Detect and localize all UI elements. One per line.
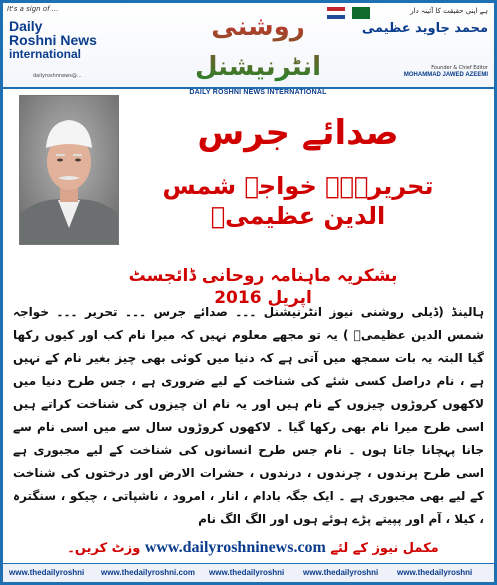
article-author-line: تحریر۔۔۔ خواجہ شمس الدین عظیمیؒ [162,172,434,230]
visit-website-cta [43,539,463,557]
logo-line-1: Daily [9,18,43,34]
footer-link[interactable]: www.thedailyroshni [209,568,285,577]
header-logo-text [9,19,97,61]
cta-prefix: مکمل نیوز کے لئے [330,541,439,556]
author-portrait-image [20,96,118,244]
footer-link[interactable]: www.thedailyroshni [303,568,379,577]
footer-link[interactable]: www.thedailyroshni [9,568,85,577]
masthead [153,7,363,96]
website-link[interactable]: www.dailyroshninews.com [144,539,326,556]
masthead-english-subtitle: DAILY ROSHNI NEWS INTERNATIONAL [189,89,327,96]
logo-line-3: international [9,47,82,61]
editor-role: Founder & Chief Editor [431,65,488,71]
courtesy-line: بشکریہ ماہنامہ روحانی ڈائجسٹ اپریل 2016 [128,266,398,308]
editor-urdu-name: محمد جاوید عظیمی [361,21,488,36]
masthead-urdu-title: روشنی انٹرنیشنل [153,7,363,87]
footer-link[interactable]: www.thedailyroshni.com [101,568,195,577]
header-email: dailyroshnnews@... [33,73,82,79]
article-title: صدائے جرس [197,113,399,153]
editor-english-name: MOHAMMAD JAWED AZEEMI [403,72,488,78]
footer-bar [3,563,494,582]
author-photo [19,95,119,245]
header-right-tagline: ہے اپنی حقیقت کا آئینہ دار [410,7,488,15]
article-body: ہالینڈ (ڈیلی روشنی نیوز انٹرنیشنل ۔۔۔ صدائے جرس ۔۔۔ تحریر ۔۔۔ خواجہ شمس الدین عظیمیؒ ) یہ تو مجھے معلوم نہیں کہ میرا نام کب اور کیوں رکھا گیا البتہ یہ بات سمجھ میں آتی ہے کہ دنیا میں کوئی بھی چیز بغیر نام کے نہیں ہے ، نام دراصل کسی شئے کی شناخت کے لیے ضروری ہے ، جس طرح دنیا میں لاکھوں کروڑوں چیزوں کے نام ہیں اور یہ نام ان چیزوں کی شناخت کراتے ہیں اسی طرح میرا نام بھی رکھا گیا ۔ لاکھوں کروڑوں سال سے میں اسی نام سے جانا پہچانا جاتا ہوں ۔ نام جس طرح انسانوں کی شناخت کے لیے مجبوری ہے اسی طرح پرندوں ، چرندوں ، درندوں ، حشرات الارض اور درختوں کی شناخت کے لیے بھی مجبوری ہے ۔ ایک جگہ بادام ، انار ، امرود ، ناشپاتی ، چیکو ، سنگترہ ، کیلا ، آم اور پپیتے پڑے ہوئے ہوں اور الگ الگ نام [13,305,484,526]
header-left-tagline: It's a sign of ... [7,5,59,13]
newspaper-header [3,3,494,96]
cta-suffix: وزٹ کریں۔ [67,541,141,556]
logo-line-2: Roshni News [9,32,97,48]
footer-link[interactable]: www.thedailyroshni [397,568,473,577]
